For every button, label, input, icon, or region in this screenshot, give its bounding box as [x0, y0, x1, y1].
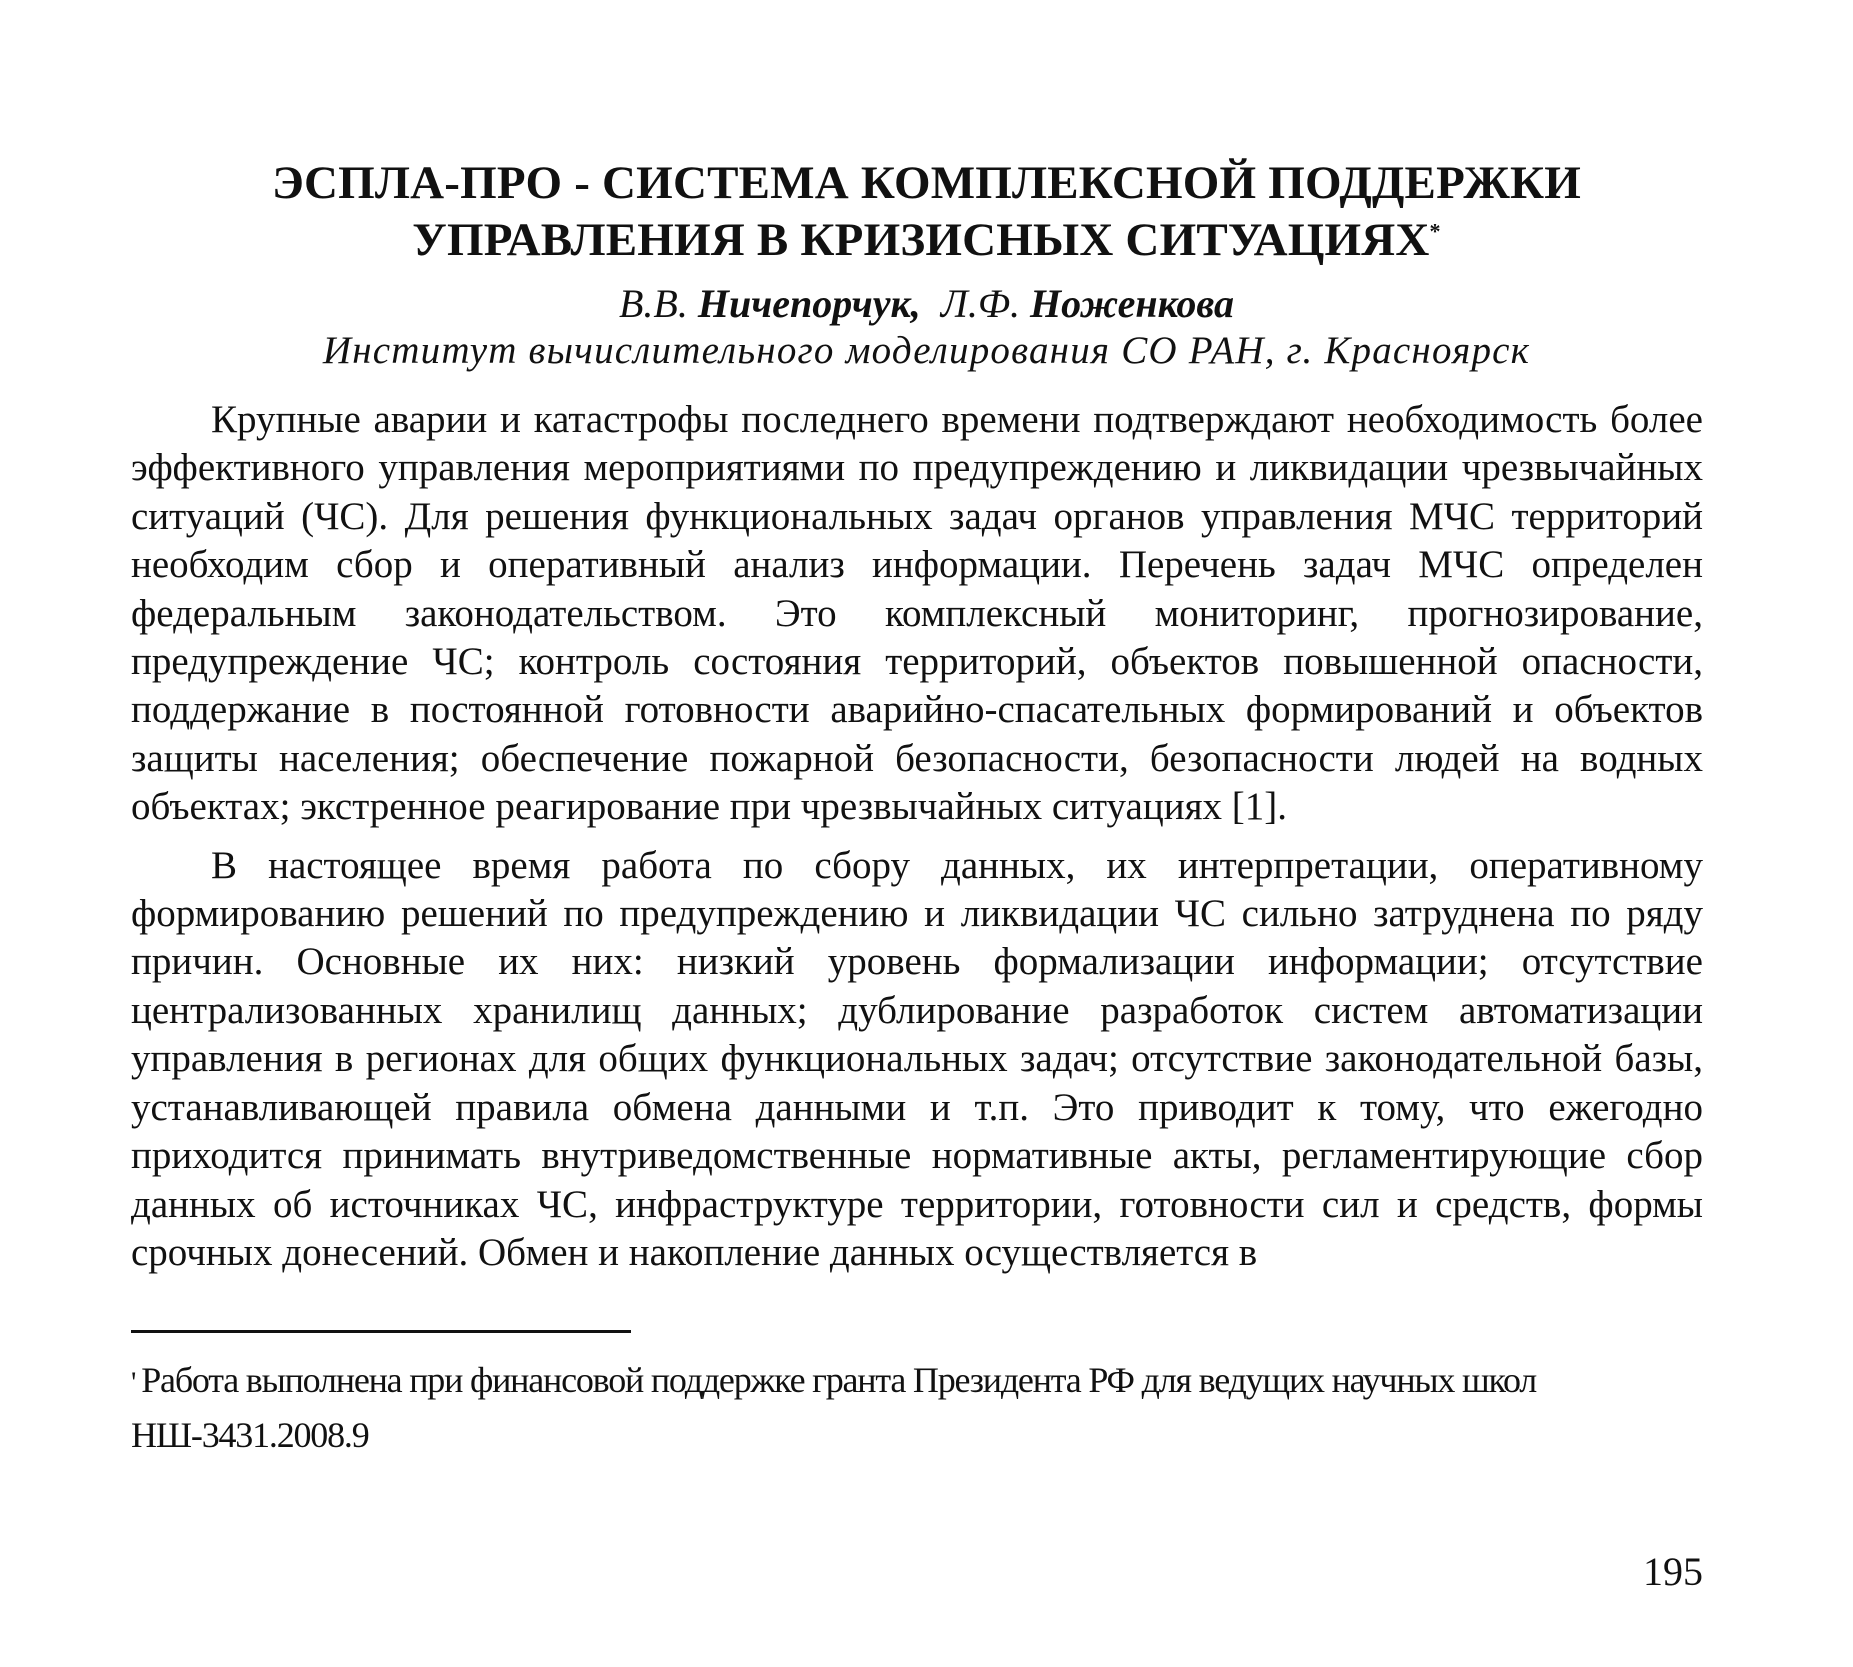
author2-initials: Л.Ф.	[940, 281, 1030, 326]
footnote-text: Работа выполнена при финансовой поддержке гранта Президента РФ для ведущих научных школ НШ-3431.2008.9	[131, 1360, 1537, 1455]
title-footnote-mark: *	[1429, 218, 1441, 244]
affiliation: Институт вычислительного моделирования СО РАН, г. Красноярск	[322, 329, 1531, 372]
footnote-separator	[131, 1330, 631, 1333]
paragraph-2: В настоящее время работа по сбору данных, их интерпретации, оперативному формированию решений по предупреждению и ликвидации ЧС сильно затруднена по ряду причин. Основные их них: низкий уровень формализации информации; отсутствие централизованных хранилищ данных; дублирование разработок систем автоматизации управления в регионах для общих функциональных задач; отсутствие законодательной базы, устанавливающей правила обмена данными и т.п. Это приводит к тому, что ежегодно приходится принимать внутриведомственные нормативные акты, регламентирующие сбор данных об источниках ЧС, инфраструктуре территории, готовности сил и средств, формы срочных донесений. Обмен и накопление данных осуществляется в	[131, 843, 1703, 1274]
body-text	[131, 396, 1703, 1287]
footnote-mark: '	[131, 1366, 136, 1399]
authors-line	[200, 280, 1653, 328]
paper-title	[200, 155, 1653, 269]
title-line-2-text: УПРАВЛЕНИЯ В КРИЗИСНЫХ СИТУАЦИЯХ	[412, 214, 1430, 266]
author2-surname: Ноженкова	[1030, 281, 1234, 326]
paragraph-1: Крупные аварии и катастрофы последнего времени подтверждают необходимость более эффективного управления мероприятиями по предупреждению и ликвидации чрезвычайных ситуаций (ЧС). Для решения функциональных задач органов управления МЧС территорий необходим сбор и оперативный анализ информации. Перечень задач МЧС определен федеральным законодательством. Это комплексный мониторинг, прогнозирование, предупреждение ЧС; контроль состояния территорий, объектов повышенной опасности, поддержание в постоянной готовности аварийно-спасательных формирований и объектов защиты населения; обеспечение пожарной безопасности, безопасности людей на водных объектах; экстренное реагирование при чрезвычайных ситуациях [1].	[131, 398, 1703, 829]
title-line-1: ЭСПЛА-ПРО - СИСТЕМА КОМПЛЕКСНОЙ ПОДДЕРЖКИ	[271, 157, 1582, 209]
author1-surname: Ничепорчук,	[697, 281, 921, 326]
footnote	[131, 1354, 1703, 1461]
author1-initials: В.В.	[619, 281, 698, 326]
title-line-2	[200, 212, 1653, 269]
page-number: 195	[1643, 1549, 1703, 1594]
